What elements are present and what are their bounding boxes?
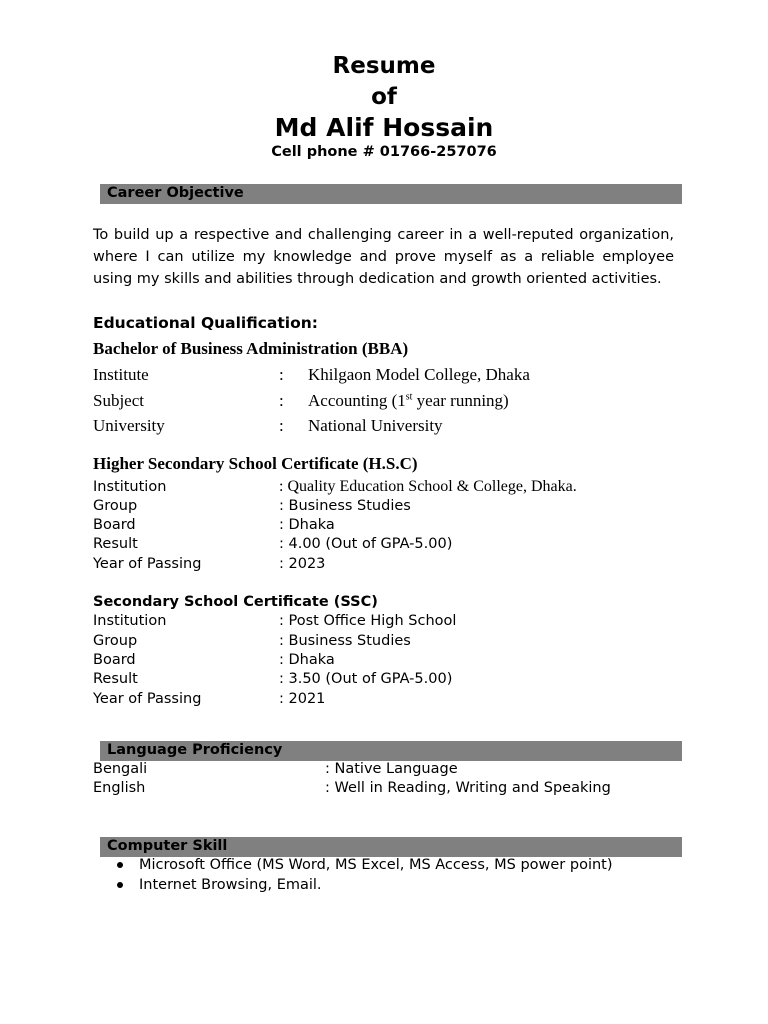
bullet-icon — [117, 882, 123, 888]
language-bengali-value: : Native Language — [325, 761, 458, 777]
bba-subject-value: Accounting (1st year running) — [308, 391, 509, 410]
resume-title-of: of — [371, 84, 397, 110]
hsc-institution-value: : Quality Education School & College, Dhaka. — [279, 478, 577, 495]
bba-institute-value: Khilgaon Model College, Dhaka — [308, 365, 530, 384]
bba-university-label: University — [93, 416, 165, 435]
ssc-board-value: : Dhaka — [279, 652, 335, 668]
ssc-group-value: : Business Studies — [279, 633, 411, 649]
hsc-board-label: Board — [93, 517, 136, 533]
career-objective-text: To build up a respective and challenging career in a well-reputed organization, where I can utilize my knowledge and prove myself as a reliable employee using my skills and abilities through dedication and growth oriented activities. — [93, 227, 674, 287]
bba-subject-sep: : — [279, 391, 284, 410]
bba-subject-label: Subject — [93, 391, 144, 410]
hsc-institution-label: Institution — [93, 479, 167, 495]
career-objective-header — [100, 184, 682, 204]
language-english-label: English — [93, 780, 146, 796]
hsc-title: Higher Secondary School Certificate (H.S.C) — [93, 454, 418, 473]
language-english-value: : Well in Reading, Writing and Speaking — [325, 780, 611, 796]
ssc-title: Secondary School Certificate (SSC) — [93, 594, 378, 610]
ssc-result-value: : 3.50 (Out of GPA-5.00) — [279, 671, 453, 687]
hsc-group-label: Group — [93, 498, 138, 514]
hsc-result-label: Result — [93, 536, 138, 552]
candidate-name: Md Alif Hossain — [274, 113, 494, 142]
computer-skill-item: Microsoft Office (MS Word, MS Excel, MS Access, MS power point) — [139, 857, 613, 873]
ssc-result-label: Result — [93, 671, 138, 687]
bba-institute-sep: : — [279, 365, 284, 384]
ssc-institution-label: Institution — [93, 613, 167, 629]
phone-number: Cell phone # 01766-257076 — [271, 144, 497, 160]
language-bengali-label: Bengali — [93, 761, 148, 777]
computer-skill-item: Internet Browsing, Email. — [139, 877, 322, 893]
hsc-board-value: : Dhaka — [279, 517, 335, 533]
language-proficiency-heading: Language Proficiency — [107, 742, 283, 758]
resume-title: Resume — [332, 53, 436, 79]
education-heading: Educational Qualification: — [93, 314, 318, 332]
ssc-year-value: : 2021 — [279, 691, 326, 707]
computer-skill-header — [100, 837, 682, 857]
bullet-icon — [117, 862, 123, 868]
career-objective-heading: Career Objective — [107, 185, 244, 201]
computer-skill-heading: Computer Skill — [107, 838, 228, 854]
bba-university-value: National University — [308, 416, 443, 435]
ssc-institution-value: : Post Office High School — [279, 613, 457, 629]
bba-title: Bachelor of Business Administration (BBA) — [93, 339, 409, 358]
bba-university-sep: : — [279, 416, 284, 435]
ssc-group-label: Group — [93, 633, 138, 649]
hsc-year-label: Year of Passing — [93, 556, 202, 572]
language-proficiency-header — [100, 741, 682, 761]
ssc-year-label: Year of Passing — [93, 691, 202, 707]
hsc-result-value: : 4.00 (Out of GPA-5.00) — [279, 536, 453, 552]
ssc-board-label: Board — [93, 652, 136, 668]
hsc-year-value: : 2023 — [279, 556, 326, 572]
hsc-group-value: : Business Studies — [279, 498, 411, 514]
bba-institute-label: Institute — [93, 365, 149, 384]
